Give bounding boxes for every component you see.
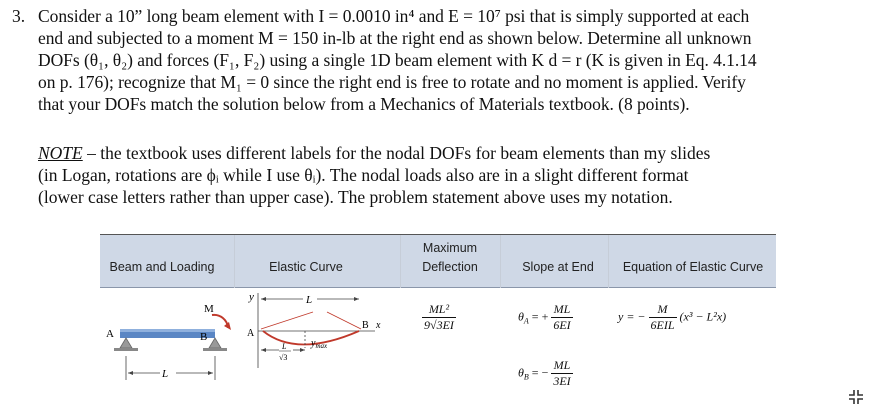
curve-label-x: x <box>376 320 381 331</box>
header-beam-loading: Beam and Loading <box>109 260 215 274</box>
beam-label-m: M <box>204 303 214 315</box>
curve-label-b: B <box>362 320 369 331</box>
problem-number: 3. <box>12 6 26 26</box>
curve-length-label: L <box>306 294 313 306</box>
slope-line-a <box>261 312 313 329</box>
support-base <box>114 348 138 351</box>
curve-label-y: y <box>249 291 254 303</box>
beam-loading-figure <box>100 288 234 411</box>
pin-support-icon <box>120 338 132 348</box>
max-deflection-formula <box>422 302 456 333</box>
curve-label-a: A <box>247 328 255 339</box>
header-elastic-curve: Elastic Curve <box>269 260 343 274</box>
curve-frac-den: √3 <box>279 353 288 362</box>
table-body <box>100 288 776 411</box>
support-base <box>203 348 227 351</box>
problem-line-3: DOFs (θ₁, θ₂) and forces (F₁, F₂) using a single 1D beam element with K d = r (K is given in Eq. 4.1.14 <box>38 50 757 70</box>
expand-icon[interactable] <box>846 387 866 407</box>
slope-line-b <box>327 312 361 329</box>
note-line-3: (lower case letters rather than upper case). The problem statement above uses my notation. <box>38 187 673 207</box>
slope-b-formula: $\theta_B$ = − $\frac{ML}{3EI}$ <box>518 358 571 388</box>
slope-a-numerator: ML <box>551 302 572 318</box>
beam-label-a: A <box>106 328 114 340</box>
header-max-deflection-1: Maximum <box>422 241 478 255</box>
note-line-2: (in Logan, rotations are ϕᵢ while I use θᵢ). The nodal loads also are in a slight different format <box>38 165 689 185</box>
problem-line-5: that your DOFs match the solution below from a Mechanics of Materials textbook. (8 points). <box>38 94 690 114</box>
slope-b-denominator: 3EI <box>553 374 571 388</box>
moment-arrowhead-icon <box>224 322 231 330</box>
curve-label-ymax: $y_{max}$ <box>311 338 328 350</box>
beam-table <box>100 234 776 411</box>
table-header <box>100 235 776 288</box>
slope-a-formula: $\theta_A$ = + $\frac{ML}{6EI}$ <box>518 302 571 332</box>
beam-length-label: L <box>162 368 169 380</box>
curve-frac-num: L <box>282 342 287 351</box>
equation-numerator: M <box>649 302 677 318</box>
header-slope-end: Slope at End <box>522 260 594 274</box>
max-deflection-numerator: ML² <box>422 302 456 318</box>
problem-line-2: end and subjected to a moment M = 150 in-lb at the right end as shown below. Determine all unknown <box>38 28 752 48</box>
header-equation: Equation of Elastic Curve <box>622 260 764 274</box>
note-line-1 <box>38 143 710 164</box>
problem-line-4: on p. 176); recognize that M₁ = 0 since the right end is free to rotate and no moment is applied. Verify <box>38 72 746 92</box>
problem-line-1: Consider a 10” long beam element with I = 0.0010 in⁴ and E = 10⁷ psi that is simply supported at each <box>38 6 750 26</box>
elastic-curve-figure <box>235 288 400 411</box>
max-deflection-denominator: 9√3EI <box>424 318 454 332</box>
note-line-1-text: – the textbook uses different labels for the nodal DOFs for beam elements than my slides <box>82 143 711 163</box>
slope-b-numerator: ML <box>551 358 572 374</box>
elastic-curve-equation: y = − $\frac{M}{\text{6EIL}}$ (x³ − L²x) <box>618 302 727 332</box>
header-max-deflection-2: Deflection <box>422 260 478 274</box>
equation-denominator: 6EIL <box>650 318 675 332</box>
beam-label-b: B <box>200 331 208 343</box>
slope-a-denominator: 6EI <box>553 318 571 332</box>
note-label: NOTE <box>38 143 83 163</box>
roller-support-icon <box>209 338 221 348</box>
